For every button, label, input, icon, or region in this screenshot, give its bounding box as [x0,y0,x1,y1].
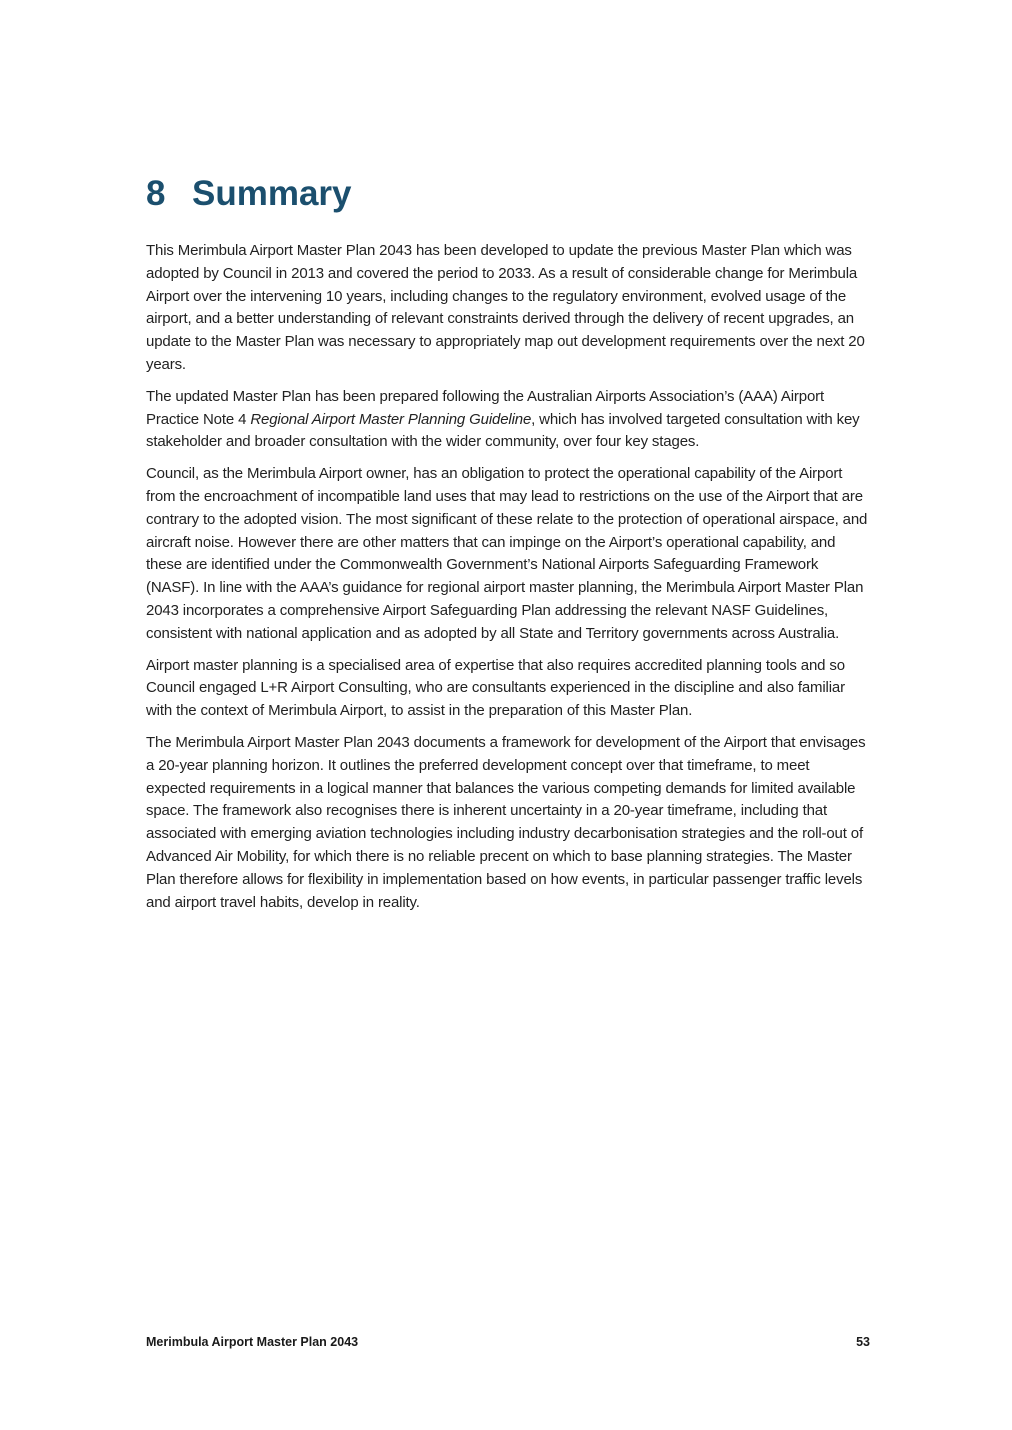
footer-document-title: Merimbula Airport Master Plan 2043 [146,1335,359,1349]
paragraph-consultants: Airport master planning is a specialised area of expertise that also requires accredited planning tools and so Council engaged L+R Airport Consulting, who are consultants experienced in the discipline and also familiar with the context of Merimbula Airport, to assist in the preparation of this Master Plan. [146,656,845,720]
guideline-title: Regional Airport Master Planning Guideline [250,410,532,428]
paragraph-guideline-text-end: , which has involved targeted consultation with key stakeholder and broader consultation with the wider community, over four key stages. [146,410,860,451]
paragraph-guideline-text-start: The updated Master Plan has been prepared following the Australian Airports Association’s (AAA) Airport Practice Note 4 [146,387,825,428]
paragraph-guideline [146,386,870,454]
page-footer [146,1335,870,1349]
footer-page-number: 53 [856,1335,870,1349]
section-title: Summary [192,174,352,213]
section-number: 8 [146,174,166,213]
paragraph-intro: This Merimbula Airport Master Plan 2043 has been developed to update the previous Master Plan which was adopted by Council in 2013 and covered the period to 2033. As a result of considerable change for Merimbula Airport over the intervening 10 years, including changes to the regulatory environment, evolved usage of the airport, and a better understanding of relevant constraints derived through the delivery of recent upgrades, an update to the Master Plan was necessary to appropriately map out development requirements over the next 20 years. [146,242,865,373]
paragraph-framework: The Merimbula Airport Master Plan 2043 documents a framework for development of the Airport that envisages a 20-year planning horizon. It outlines the preferred development concept over that timeframe, to meet expected requirements in a logical manner that balances the various competing demands for limited available space. The framework also recognises there is inherent uncertainty in a 20-year timeframe, including that associated with emerging aviation technologies including industry decarbonisation strategies and the roll-out of Advanced Air Mobility, for which there is no reliable precent on which to base planning strategies. The Master Plan therefore allows for flexibility in implementation based on how events, in particular passenger traffic levels and airport travel habits, develop in reality. [146,733,866,911]
paragraph-safeguarding: Council, as the Merimbula Airport owner, has an obligation to protect the operational capability of the Airport from the encroachment of incompatible land uses that may lead to restrictions on the use of the Airport that are contrary to the adopted vision. The most significant of these relate to the protection of operational airspace, and aircraft noise. However there are other matters that can impinge on the Airport’s operational capability, and these are identified under the Commonwealth Government’s National Airports Safeguarding Framework (NASF). In line with the AAA’s guidance for regional airport master planning, the Merimbula Airport Master Plan 2043 incorporates a comprehensive Airport Safeguarding Plan addressing the relevant NASF Guidelines, consistent with national application and as adopted by all State and Territory governments across Australia. [146,465,868,642]
section-heading [146,172,352,216]
body-text [146,240,870,923]
